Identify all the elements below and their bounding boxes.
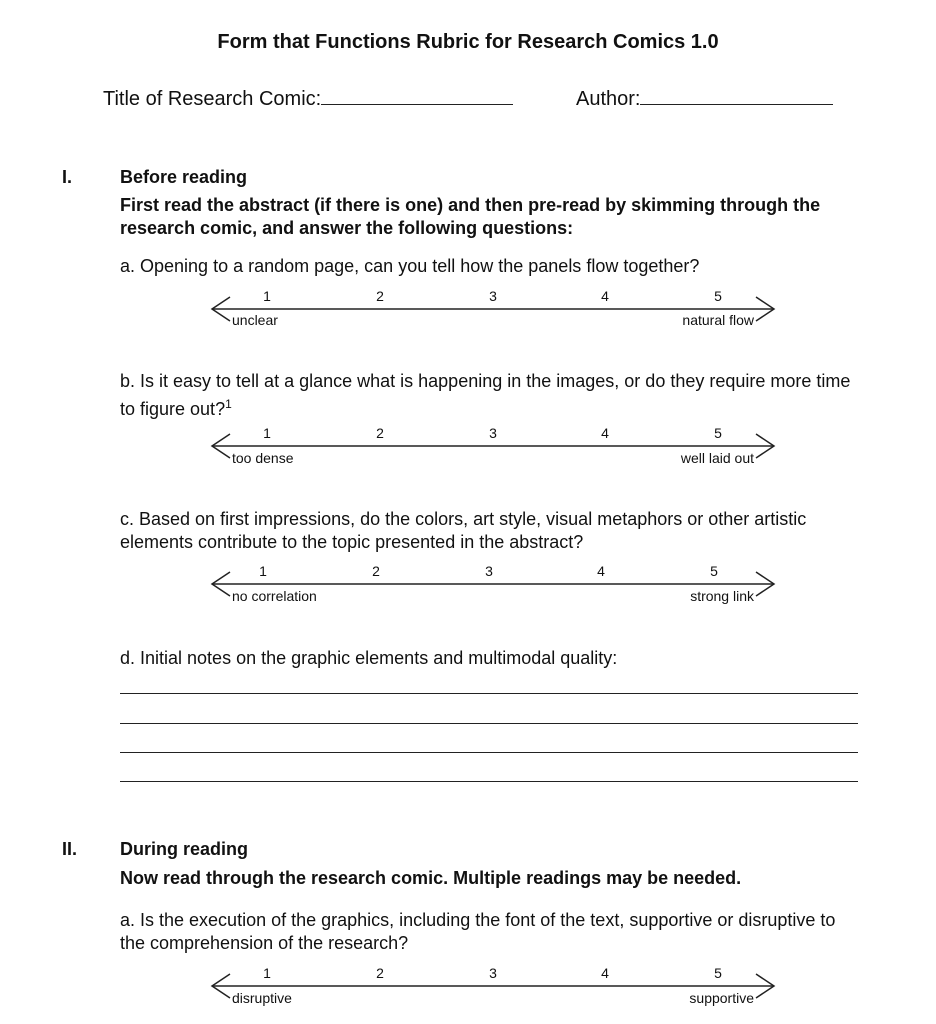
comic-title-blank[interactable] bbox=[321, 86, 513, 105]
scale-label-2[interactable]: 2 bbox=[376, 965, 384, 981]
scale-label-3[interactable]: 3 bbox=[485, 563, 493, 579]
scale-label-1[interactable]: 1 bbox=[259, 563, 267, 579]
scale-label-4[interactable]: 4 bbox=[597, 563, 605, 579]
scale-low-anchor: disruptive bbox=[232, 990, 292, 1006]
section-2-heading: During reading bbox=[120, 839, 249, 859]
scale-high-anchor: well laid out bbox=[680, 450, 754, 466]
comic-title-label: Title of Research Comic: bbox=[103, 88, 322, 110]
notes-line[interactable] bbox=[120, 693, 858, 694]
scale-label-4[interactable]: 4 bbox=[601, 288, 609, 304]
footnote-marker: 1 bbox=[225, 397, 232, 411]
scale-label-4[interactable]: 4 bbox=[601, 965, 609, 981]
scale-high-anchor: supportive bbox=[689, 990, 754, 1006]
scale-label-1[interactable]: 1 bbox=[263, 965, 271, 981]
scale-high-anchor: strong link bbox=[690, 588, 754, 604]
section-1-numeral: I. bbox=[62, 167, 73, 187]
notes-line[interactable] bbox=[120, 723, 858, 724]
comic-title-field bbox=[103, 86, 513, 111]
scale-label-5[interactable]: 5 bbox=[714, 965, 722, 981]
scale-high-anchor: natural flow bbox=[682, 312, 754, 328]
scale-label-5[interactable]: 5 bbox=[714, 425, 722, 441]
section-2-instructions: Now read through the research comic. Multiple readings may be needed. bbox=[120, 868, 742, 888]
question-2a: a. Is the execution of the graphics, including the font of the text, supportive or disruptive to the comprehension of the research? bbox=[120, 910, 836, 953]
scale-label-2[interactable]: 2 bbox=[376, 288, 384, 304]
question-1b-text: b. Is it easy to tell at a glance what is happening in the images, or do they require more time to figure out? bbox=[120, 371, 851, 419]
author-blank[interactable] bbox=[640, 86, 833, 105]
notes-line[interactable] bbox=[120, 781, 858, 782]
section-1-heading: Before reading bbox=[120, 167, 248, 187]
scale-label-3[interactable]: 3 bbox=[489, 965, 497, 981]
scale-low-anchor: too dense bbox=[232, 450, 294, 466]
scale-label-2[interactable]: 2 bbox=[376, 425, 384, 441]
scale-label-5[interactable]: 5 bbox=[710, 563, 718, 579]
notes-line[interactable] bbox=[120, 752, 858, 753]
scale-label-3[interactable]: 3 bbox=[489, 288, 497, 304]
scale-label-4[interactable]: 4 bbox=[601, 425, 609, 441]
scale-low-anchor: unclear bbox=[232, 312, 278, 328]
question-1a: a. Opening to a random page, can you tell how the panels flow together? bbox=[120, 256, 700, 276]
scale-label-1[interactable]: 1 bbox=[263, 425, 271, 441]
scale-label-3[interactable]: 3 bbox=[489, 425, 497, 441]
question-1b bbox=[120, 370, 860, 421]
scale-label-2[interactable]: 2 bbox=[372, 563, 380, 579]
author-label: Author: bbox=[576, 88, 641, 110]
question-1c: c. Based on first impressions, do the colors, art style, visual metaphors or other artistic elements contribute to the topic presented in the abstract? bbox=[120, 509, 807, 552]
question-1d: d. Initial notes on the graphic elements and multimodal quality: bbox=[120, 648, 618, 668]
scale-low-anchor: no correlation bbox=[232, 588, 317, 604]
form-title: Form that Functions Rubric for Research Comics 1.0 bbox=[217, 31, 719, 53]
scale-label-1[interactable]: 1 bbox=[263, 288, 271, 304]
scale-label-5[interactable]: 5 bbox=[714, 288, 722, 304]
section-2-numeral: II. bbox=[62, 839, 78, 859]
author-field bbox=[576, 86, 833, 111]
section-1-instructions: First read the abstract (if there is one) and then pre-read by skimming through the research comic, and answer the following questions: bbox=[120, 195, 821, 238]
